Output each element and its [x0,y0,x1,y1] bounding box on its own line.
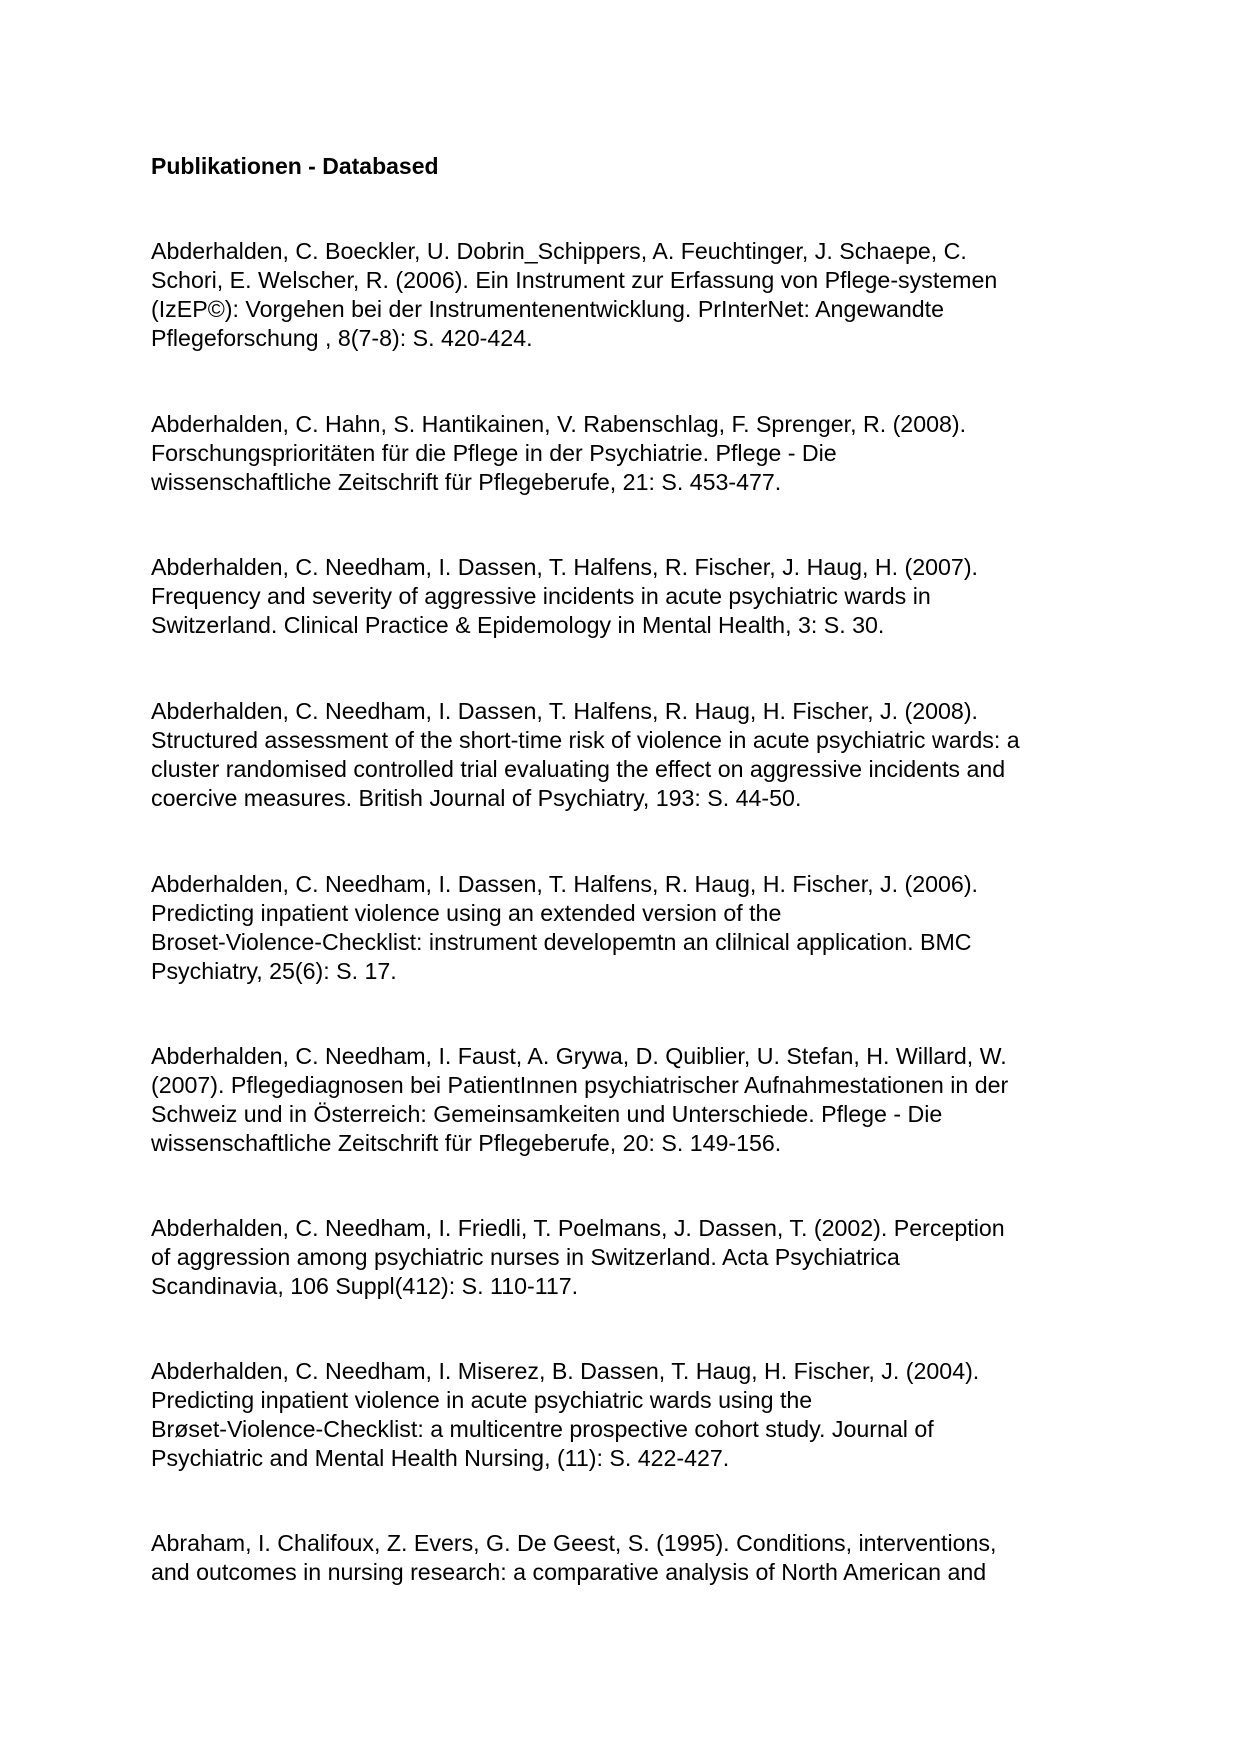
reference-line: Predicting inpatient violence using an extended version of the [151,900,782,926]
reference-line: Psychiatry, 25(6): S. 17. [151,958,397,984]
reference-line: Schweiz und in Österreich: Gemeinsamkeiten und Unterschiede. Pflege - Die [151,1101,943,1127]
reference-line: and outcomes in nursing research: a comparative analysis of North American and [151,1559,987,1585]
reference-line: Abderhalden, C. Needham, I. Friedli, T. Poelmans, J. Dassen, T. (2002). Perception [151,1215,1005,1241]
reference-entry [151,553,1091,640]
reference-entry [151,1214,1091,1301]
reference-line: coercive measures. British Journal of Psychiatry, 193: S. 44-50. [151,785,802,811]
reference-line: Abraham, I. Chalifoux, Z. Evers, G. De Geest, S. (1995). Conditions, interventions, [151,1530,997,1556]
reference-entry [151,1357,1091,1473]
reference-line: Switzerland. Clinical Practice & Epidemology in Mental Health, 3: S. 30. [151,612,885,638]
reference-entry [151,410,1091,497]
reference-line: Abderhalden, C. Needham, I. Dassen, T. Halfens, R. Fischer, J. Haug, H. (2007). [151,554,978,580]
reference-line: Frequency and severity of aggressive incidents in acute psychiatric wards in [151,583,931,609]
reference-line: Forschungsprioritäten für die Pflege in der Psychiatrie. Pflege - Die [151,440,837,466]
reference-line: Pflegeforschung , 8(7-8): S. 420-424. [151,325,533,351]
reference-line: (2007). Pflegediagnosen bei PatientInnen psychiatrischer Aufnahmestationen in der [151,1072,1009,1098]
reference-line: Psychiatric and Mental Health Nursing, (11): S. 422-427. [151,1445,730,1471]
reference-line: cluster randomised controlled trial evaluating the effect on aggressive incidents and [151,756,1006,782]
reference-entry [151,1042,1091,1158]
reference-line: Abderhalden, C. Hahn, S. Hantikainen, V. Rabenschlag, F. Sprenger, R. (2008). [151,411,967,437]
reference-line: Abderhalden, C. Needham, I. Faust, A. Grywa, D. Quiblier, U. Stefan, H. Willard, W. [151,1043,1007,1069]
reference-line: Abderhalden, C. Boeckler, U. Dobrin_Schippers, A. Feuchtinger, J. Schaepe, C. [151,238,967,264]
reference-entry [151,870,1091,986]
reference-entry [151,1529,1091,1587]
reference-line: wissenschaftliche Zeitschrift für Pflegeberufe, 20: S. 149-156. [151,1130,782,1156]
reference-line: Predicting inpatient violence in acute psychiatric wards using the [151,1387,813,1413]
reference-line: Abderhalden, C. Needham, I. Dassen, T. Halfens, R. Haug, H. Fischer, J. (2008). [151,698,978,724]
reference-line: Structured assessment of the short-time risk of violence in acute psychiatric wards: a [151,727,1020,753]
reference-entry [151,237,1091,353]
reference-line: (IzEP©): Vorgehen bei der Instrumentenentwicklung. PrInterNet: Angewandte [151,296,945,322]
reference-entry [151,697,1091,813]
reference-line: of aggression among psychiatric nurses in Switzerland. Acta Psychiatrica [151,1244,900,1270]
reference-line: Scandinavia, 106 Suppl(412): S. 110-117. [151,1273,579,1299]
reference-line: Broset-Violence-Checklist: instrument developemtn an clilnical application. BMC [151,929,972,955]
page-title: Publikationen - Databased [151,153,439,179]
reference-line: Abderhalden, C. Needham, I. Dassen, T. Halfens, R. Haug, H. Fischer, J. (2006). [151,871,978,897]
reference-line: Brøset-Violence-Checklist: a multicentre prospective cohort study. Journal of [151,1416,934,1442]
reference-line: Schori, E. Welscher, R. (2006). Ein Instrument zur Erfassung von Pflege-systemen [151,267,998,293]
reference-line: wissenschaftliche Zeitschrift für Pflegeberufe, 21: S. 453-477. [151,469,782,495]
reference-line: Abderhalden, C. Needham, I. Miserez, B. Dassen, T. Haug, H. Fischer, J. (2004). [151,1358,980,1384]
